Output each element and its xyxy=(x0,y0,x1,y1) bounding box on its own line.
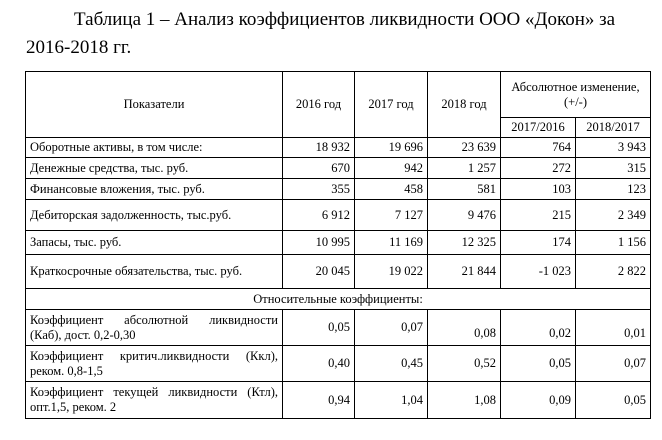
row-label: Краткосрочные обязательства, тыс. руб. xyxy=(26,255,283,289)
value-2016: 0,40 xyxy=(283,346,355,382)
row-label xyxy=(26,310,283,346)
header-2017: 2017 год xyxy=(355,72,428,138)
value-2018: 0,52 xyxy=(428,346,501,382)
change-2017-2016: 103 xyxy=(501,179,576,200)
value-2018: 21 844 xyxy=(428,255,501,289)
header-2018-2017: 2018/2017 xyxy=(576,118,651,138)
change-2018-2017: 0,05 xyxy=(576,382,651,419)
row-label: Запасы, тыс. руб. xyxy=(26,231,283,255)
value-2017: 942 xyxy=(355,158,428,179)
value-2016: 6 912 xyxy=(283,200,355,231)
section-title: Относительные коэффициенты: xyxy=(26,289,651,310)
row-label-line-1: Коэффициент абсолютной ликвидности xyxy=(30,312,278,327)
table-row xyxy=(26,138,651,158)
value-2018: 1 257 xyxy=(428,158,501,179)
value-2017: 19 696 xyxy=(355,138,428,158)
header-2018: 2018 год xyxy=(428,72,501,138)
header-2017-2016: 2017/2016 xyxy=(501,118,576,138)
value-2018: 1,08 xyxy=(428,382,501,419)
row-label: Денежные средства, тыс. руб. xyxy=(26,158,283,179)
row-label-line-1: Коэффициент критич.ликвидности (Ккл), xyxy=(30,348,278,363)
value-2017: 1,04 xyxy=(355,382,428,419)
caption-line-2: 2016-2018 гг. xyxy=(26,37,132,58)
value-2018: 9 476 xyxy=(428,200,501,231)
caption-line-1: Таблица 1 – Анализ коэффициентов ликвидности ООО «Докон» за xyxy=(74,9,616,30)
table-row xyxy=(26,382,651,419)
change-2017-2016: 272 xyxy=(501,158,576,179)
change-2018-2017: 315 xyxy=(576,158,651,179)
change-2017-2016: 174 xyxy=(501,231,576,255)
value-2016: 0,94 xyxy=(283,382,355,419)
value-2016: 670 xyxy=(283,158,355,179)
value-2017: 0,07 xyxy=(355,310,428,346)
row-label: Финансовые вложения, тыс. руб. xyxy=(26,179,283,200)
row-label xyxy=(26,382,283,419)
header-indicators: Показатели xyxy=(26,72,283,138)
header-absolute-change: Абсолютное изменение, (+/-) xyxy=(501,72,651,118)
change-2017-2016: 764 xyxy=(501,138,576,158)
row-label-line-1: Коэффициент текущей ликвидности (Ктл), xyxy=(30,385,278,399)
value-2017: 11 169 xyxy=(355,231,428,255)
value-2016: 18 932 xyxy=(283,138,355,158)
value-2017: 19 022 xyxy=(355,255,428,289)
value-2018: 581 xyxy=(428,179,501,200)
change-2017-2016: 0,02 xyxy=(501,310,576,346)
liquidity-table xyxy=(25,71,651,419)
change-2018-2017: 0,07 xyxy=(576,346,651,382)
row-label: Дебиторская задолженность, тыс.руб. xyxy=(26,200,283,231)
row-label-line-2: (Каб), дост. 0,2-0,30 xyxy=(30,327,136,342)
header-2016: 2016 год xyxy=(283,72,355,138)
table-row xyxy=(26,158,651,179)
table-row xyxy=(26,346,651,382)
value-2017: 0,45 xyxy=(355,346,428,382)
value-2017: 458 xyxy=(355,179,428,200)
table-row xyxy=(26,255,651,289)
change-2017-2016: 215 xyxy=(501,200,576,231)
value-2018: 23 639 xyxy=(428,138,501,158)
change-2018-2017: 0,01 xyxy=(576,310,651,346)
change-2017-2016: 0,09 xyxy=(501,382,576,419)
row-label: Оборотные активы, в том числе: xyxy=(26,138,283,158)
table-caption xyxy=(26,6,658,62)
value-2017: 7 127 xyxy=(355,200,428,231)
value-2016: 20 045 xyxy=(283,255,355,289)
change-2018-2017: 1 156 xyxy=(576,231,651,255)
change-2018-2017: 123 xyxy=(576,179,651,200)
change-2018-2017: 2 349 xyxy=(576,200,651,231)
value-2018: 12 325 xyxy=(428,231,501,255)
table-row xyxy=(26,179,651,200)
table-row xyxy=(26,231,651,255)
value-2016: 355 xyxy=(283,179,355,200)
row-label xyxy=(26,346,283,382)
value-2016: 10 995 xyxy=(283,231,355,255)
change-2017-2016: 0,05 xyxy=(501,346,576,382)
change-2017-2016: -1 023 xyxy=(501,255,576,289)
value-2018: 0,08 xyxy=(428,310,501,346)
row-label-line-2: реком. 0,8-1,5 xyxy=(30,363,103,378)
value-2016: 0,05 xyxy=(283,310,355,346)
change-2018-2017: 3 943 xyxy=(576,138,651,158)
row-label-line-2: опт.1,5, реком. 2 xyxy=(30,400,117,414)
table-row xyxy=(26,310,651,346)
table-row xyxy=(26,200,651,231)
change-2018-2017: 2 822 xyxy=(576,255,651,289)
